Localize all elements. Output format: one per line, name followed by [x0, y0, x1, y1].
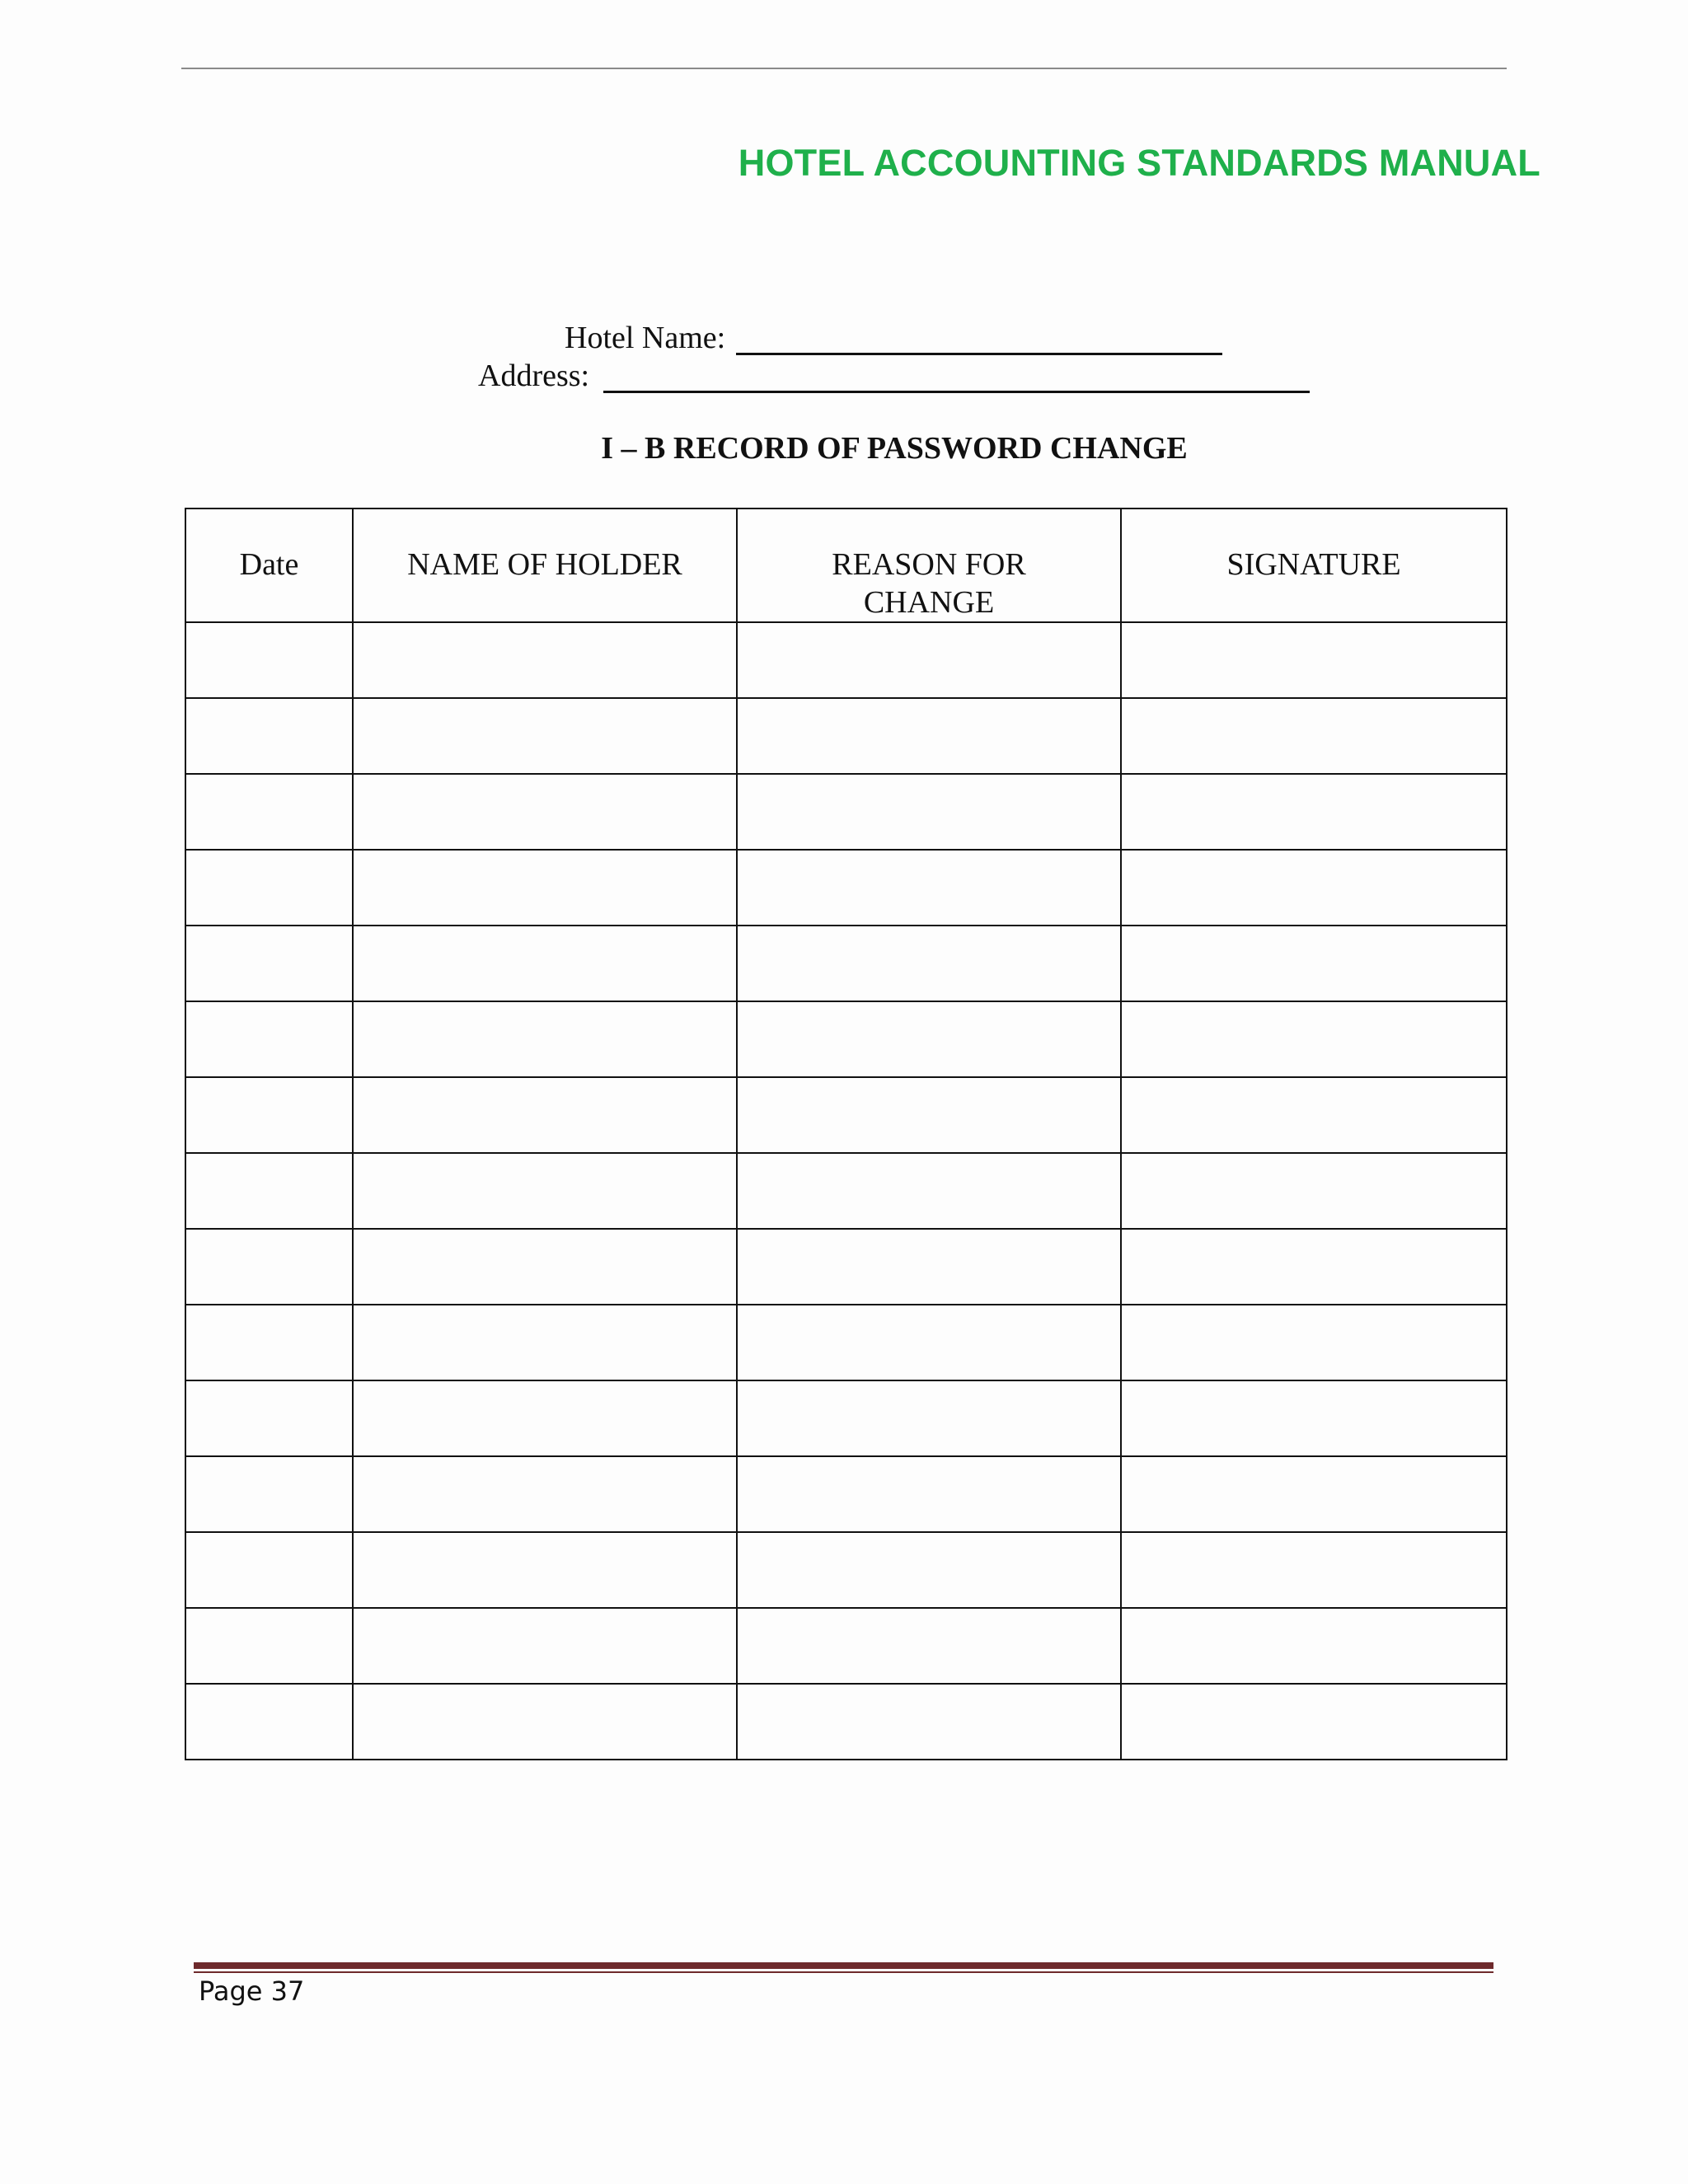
- table-cell-name-of-holder[interactable]: [353, 1684, 737, 1760]
- table-row: [185, 926, 1507, 1001]
- table-cell-date[interactable]: [185, 926, 353, 1001]
- table-cell-name-of-holder[interactable]: [353, 1001, 737, 1077]
- table-cell-name-of-holder[interactable]: [353, 926, 737, 1001]
- table-cell-signature[interactable]: [1121, 1380, 1507, 1456]
- table-cell-date[interactable]: [185, 1456, 353, 1532]
- table-row: [185, 1532, 1507, 1608]
- column-header-signature: SIGNATURE: [1121, 509, 1507, 622]
- table-cell-name-of-holder[interactable]: [353, 1380, 737, 1456]
- footer-rule: [194, 1962, 1493, 1969]
- table-cell-name-of-holder[interactable]: [353, 1305, 737, 1380]
- table-cell-reason-for-change[interactable]: [737, 1380, 1121, 1456]
- table-row: [185, 698, 1507, 774]
- footer-rule-thin: [194, 1971, 1493, 1973]
- table-cell-signature[interactable]: [1121, 1456, 1507, 1532]
- table-cell-reason-for-change[interactable]: [737, 1229, 1121, 1305]
- table-cell-signature[interactable]: [1121, 1684, 1507, 1760]
- table-cell-reason-for-change[interactable]: [737, 926, 1121, 1001]
- table-cell-name-of-holder[interactable]: [353, 622, 737, 698]
- table-cell-date[interactable]: [185, 1380, 353, 1456]
- table-cell-signature[interactable]: [1121, 1153, 1507, 1229]
- column-header-reason-label: REASON FOR CHANGE: [832, 547, 1026, 620]
- table-cell-date[interactable]: [185, 698, 353, 774]
- table-row: [185, 1153, 1507, 1229]
- table-cell-date[interactable]: [185, 774, 353, 850]
- table-cell-signature[interactable]: [1121, 774, 1507, 850]
- table-cell-signature[interactable]: [1121, 1229, 1507, 1305]
- table-row: [185, 1077, 1507, 1153]
- hotel-name-field[interactable]: [736, 353, 1222, 355]
- table-row: [185, 1305, 1507, 1380]
- table-cell-name-of-holder[interactable]: [353, 1532, 737, 1608]
- table-row: [185, 1684, 1507, 1760]
- table-cell-reason-for-change[interactable]: [737, 1456, 1121, 1532]
- table-cell-name-of-holder[interactable]: [353, 1456, 737, 1532]
- table-cell-reason-for-change[interactable]: [737, 1608, 1121, 1684]
- column-header-name-of-holder: NAME OF HOLDER: [353, 509, 737, 622]
- table-cell-reason-for-change[interactable]: [737, 1153, 1121, 1229]
- table-row: [185, 850, 1507, 926]
- table-cell-date[interactable]: [185, 850, 353, 926]
- table-cell-reason-for-change[interactable]: [737, 698, 1121, 774]
- column-header-date: Date: [185, 509, 353, 622]
- table-cell-signature[interactable]: [1121, 850, 1507, 926]
- table-cell-name-of-holder[interactable]: [353, 1229, 737, 1305]
- table-cell-reason-for-change[interactable]: [737, 622, 1121, 698]
- table-cell-name-of-holder[interactable]: [353, 774, 737, 850]
- table-row: [185, 1001, 1507, 1077]
- table-cell-date[interactable]: [185, 1532, 353, 1608]
- table-cell-date[interactable]: [185, 622, 353, 698]
- table-cell-signature[interactable]: [1121, 926, 1507, 1001]
- table-cell-signature[interactable]: [1121, 1077, 1507, 1153]
- table-cell-name-of-holder[interactable]: [353, 1153, 737, 1229]
- table-cell-date[interactable]: [185, 1305, 353, 1380]
- table-cell-date[interactable]: [185, 1684, 353, 1760]
- hotel-name-label: Hotel Name:: [565, 321, 726, 355]
- table-cell-name-of-holder[interactable]: [353, 1077, 737, 1153]
- table-cell-reason-for-change[interactable]: [737, 774, 1121, 850]
- table-cell-signature[interactable]: [1121, 698, 1507, 774]
- table-row: [185, 1456, 1507, 1532]
- table-cell-date[interactable]: [185, 1001, 353, 1077]
- table-cell-date[interactable]: [185, 1229, 353, 1305]
- column-header-reason-for-change: [737, 509, 1121, 622]
- header-rule: [181, 68, 1507, 69]
- table-cell-signature[interactable]: [1121, 1532, 1507, 1608]
- page-number: Page 37: [199, 1975, 305, 2007]
- manual-title: HOTEL ACCOUNTING STANDARDS MANUAL: [738, 142, 1540, 184]
- table-row: [185, 774, 1507, 850]
- table-header-row: [185, 509, 1507, 622]
- table-cell-name-of-holder[interactable]: [353, 698, 737, 774]
- table-row: [185, 622, 1507, 698]
- table-cell-date[interactable]: [185, 1608, 353, 1684]
- table-cell-date[interactable]: [185, 1077, 353, 1153]
- table-cell-date[interactable]: [185, 1153, 353, 1229]
- table-row: [185, 1380, 1507, 1456]
- table-body: [185, 622, 1507, 1760]
- table-cell-reason-for-change[interactable]: [737, 1001, 1121, 1077]
- table-row: [185, 1608, 1507, 1684]
- table-cell-signature[interactable]: [1121, 1305, 1507, 1380]
- table-cell-reason-for-change[interactable]: [737, 1305, 1121, 1380]
- table-cell-signature[interactable]: [1121, 1608, 1507, 1684]
- table-cell-name-of-holder[interactable]: [353, 850, 737, 926]
- table-cell-reason-for-change[interactable]: [737, 1532, 1121, 1608]
- address-field[interactable]: [603, 391, 1310, 393]
- table-cell-signature[interactable]: [1121, 1001, 1507, 1077]
- table-row: [185, 1229, 1507, 1305]
- form-title: I – B RECORD OF PASSWORD CHANGE: [601, 431, 1188, 466]
- table-cell-reason-for-change[interactable]: [737, 1077, 1121, 1153]
- table-cell-signature[interactable]: [1121, 622, 1507, 698]
- password-change-table: [185, 508, 1507, 1760]
- table-cell-name-of-holder[interactable]: [353, 1608, 737, 1684]
- table-cell-reason-for-change[interactable]: [737, 1684, 1121, 1760]
- address-label: Address:: [478, 359, 590, 393]
- table-cell-reason-for-change[interactable]: [737, 850, 1121, 926]
